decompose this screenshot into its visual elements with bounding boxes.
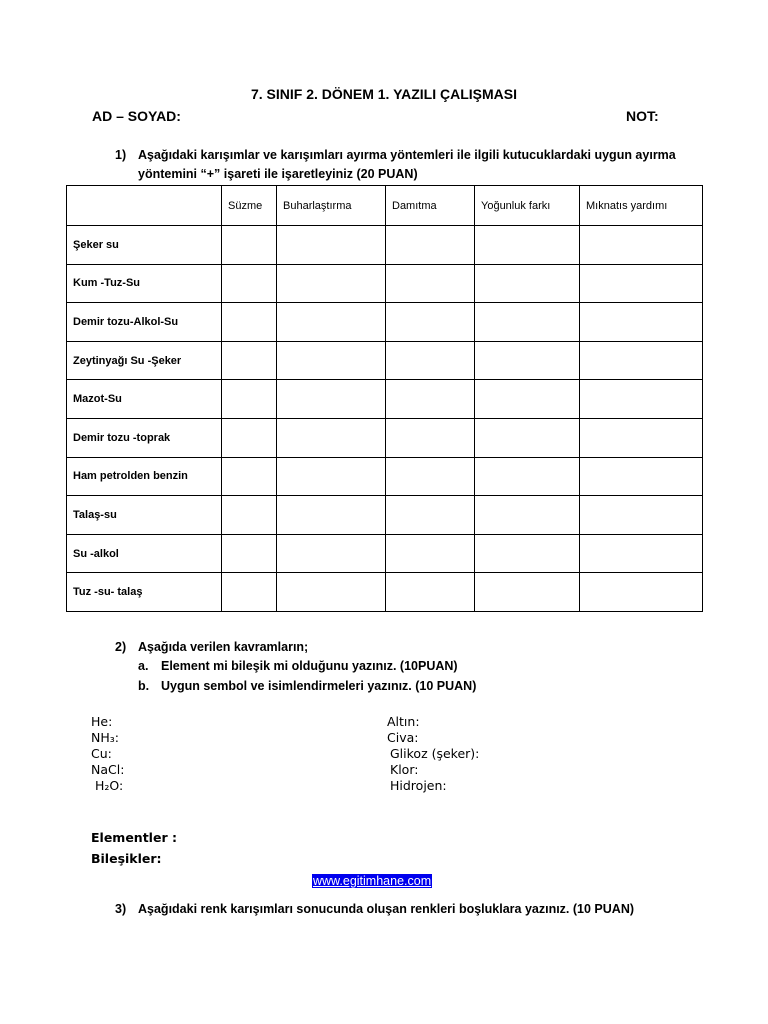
page-title: 7. SINIF 2. DÖNEM 1. YAZILI ÇALIŞMASI [250,86,518,102]
answer-cell[interactable] [386,341,475,380]
answer-cell[interactable] [475,457,580,496]
answer-cell[interactable] [475,534,580,573]
table-header-row [67,186,703,226]
answer-cell[interactable] [277,418,386,457]
question-1-text [138,146,676,184]
table-header-cell: Damıtma [386,186,475,226]
concept-item-right: Klor: [390,762,419,777]
answer-cell[interactable] [277,496,386,535]
question-3-text: Aşağıdaki renk karışımları sonucunda oluşan renkleri boşluklara yazınız. (10 PUAN) [138,902,635,916]
answer-cell[interactable] [475,496,580,535]
name-label: AD – SOYAD: [92,108,181,124]
answer-cell[interactable] [222,457,277,496]
mixture-label: Şeker su [67,226,222,265]
table-row [67,496,703,535]
mixture-label: Demir tozu -toprak [67,418,222,457]
answer-cell[interactable] [580,264,703,303]
question-1-number: 1) [115,148,127,162]
concept-item-right: Glikoz (şeker): [390,746,480,761]
question-2b-label: b. [138,679,150,693]
table-row [67,303,703,342]
answer-cell[interactable] [475,418,580,457]
answer-cell[interactable] [475,226,580,265]
answer-cell[interactable] [475,264,580,303]
mixture-label: Su -alkol [67,534,222,573]
question-2a-text: Element mi bileşik mi olduğunu yazınız. (10PUAN) [161,659,458,673]
answer-cell[interactable] [277,573,386,612]
answer-cell[interactable] [277,226,386,265]
table-row [67,457,703,496]
table-row [67,341,703,380]
question-2-number: 2) [115,640,127,654]
answer-cell[interactable] [580,573,703,612]
answer-cell[interactable] [386,534,475,573]
grade-label: NOT: [626,108,659,124]
table-header-cell: Yoğunluk farkı [475,186,580,226]
answer-cell[interactable] [580,226,703,265]
question-1-line-2: yöntemini “+” işareti ile işaretleyiniz (20 PUAN) [138,167,418,181]
question-3-number: 3) [115,902,127,916]
answer-cell[interactable] [386,226,475,265]
answer-cell[interactable] [386,573,475,612]
table-header-cell: Buharlaştırma [277,186,386,226]
answer-cell[interactable] [222,534,277,573]
concept-item-left: H₂O: [95,778,124,793]
answer-cell[interactable] [580,457,703,496]
answer-cell[interactable] [277,457,386,496]
question-2a-label: a. [138,659,149,673]
table-row [67,226,703,265]
answer-cell[interactable] [277,534,386,573]
concept-item-left: He: [91,714,113,729]
question-2b-text: Uygun sembol ve isimlendirmeleri yazınız. (10 PUAN) [161,679,477,693]
answer-cell[interactable] [475,303,580,342]
answer-cell[interactable] [386,264,475,303]
concept-item-right: Civa: [387,730,419,745]
separation-methods-table [66,185,703,612]
mixture-label: Mazot-Su [67,380,222,419]
question-2-intro: Aşağıda verilen kavramların; [138,640,309,654]
answer-cell[interactable] [222,573,277,612]
answer-cell[interactable] [475,341,580,380]
mixture-label: Kum -Tuz-Su [67,264,222,303]
question-1-line-1: Aşağıdaki karışımlar ve karışımları ayırma yöntemleri ile ilgili kutucuklardaki uygun ayırma [138,148,676,162]
concept-item-right: Altın: [387,714,420,729]
answer-cell[interactable] [386,457,475,496]
answer-cell[interactable] [222,418,277,457]
table-header-cell: Mıknatıs yardımı [580,186,703,226]
mixture-label: Zeytinyağı Su -Şeker [67,341,222,380]
answer-cell[interactable] [475,380,580,419]
compounds-label: Bileşikler: [91,851,162,866]
table-row [67,534,703,573]
table-row [67,418,703,457]
mixture-label: Demir tozu-Alkol-Su [67,303,222,342]
answer-cell[interactable] [580,418,703,457]
answer-cell[interactable] [580,534,703,573]
answer-cell[interactable] [580,303,703,342]
mixture-label: Talaş-su [67,496,222,535]
answer-cell[interactable] [277,341,386,380]
answer-cell[interactable] [222,496,277,535]
answer-cell[interactable] [580,496,703,535]
website-link[interactable]: www.egitimhane.com [313,874,432,888]
answer-cell[interactable] [222,341,277,380]
answer-cell[interactable] [386,496,475,535]
answer-cell[interactable] [222,264,277,303]
mixture-label: Ham petrolden benzin [67,457,222,496]
answer-cell[interactable] [386,303,475,342]
mixture-label: Tuz -su- talaş [67,573,222,612]
answer-cell[interactable] [222,380,277,419]
answer-cell[interactable] [222,226,277,265]
concept-item-left: Cu: [91,746,112,761]
concept-item-left: NaCl: [91,762,125,777]
concept-item-left: NH₃: [91,730,119,745]
answer-cell[interactable] [386,418,475,457]
answer-cell[interactable] [386,380,475,419]
table-row [67,380,703,419]
answer-cell[interactable] [277,264,386,303]
table-header-cell: Süzme [222,186,277,226]
table-row [67,573,703,612]
concept-item-right: Hidrojen: [390,778,447,793]
table-row [67,264,703,303]
elements-label: Elementler : [91,830,177,845]
answer-cell[interactable] [277,303,386,342]
answer-cell[interactable] [222,303,277,342]
answer-cell[interactable] [580,380,703,419]
answer-cell[interactable] [277,380,386,419]
table-header-cell [67,186,222,226]
answer-cell[interactable] [475,573,580,612]
answer-cell[interactable] [580,341,703,380]
